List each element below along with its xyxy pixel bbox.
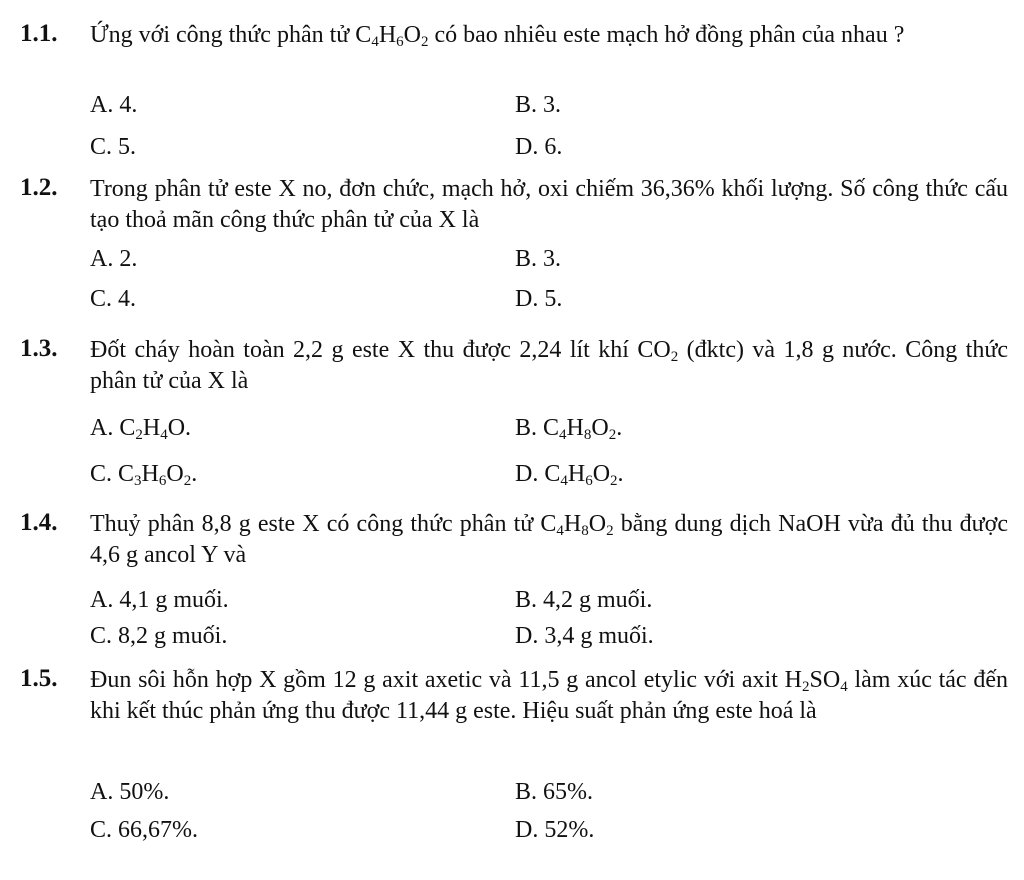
option-c[interactable]: C. 5. <box>90 134 137 160</box>
option-b[interactable]: B. 3. <box>515 246 562 272</box>
question-number: 1.4. <box>20 509 58 536</box>
option-b[interactable]: B. 65%. <box>515 779 593 805</box>
question-stem: Trong phân tử este X no, đơn chức, mạch hở, oxi chiếm 36,36% khối lượng. Số công thức cấu tạo thoả mãn công thức phân tử của X là <box>90 176 1008 233</box>
option-a[interactable]: A. $C_2H_4O$. <box>90 415 192 443</box>
question-stem: Đốt cháy hoàn toàn 2,2 g este X thu được 2,24 lít khí $CO_2$ (đktc) và 1,8 g nước. Công thức phân tử của X là <box>90 337 1008 394</box>
question-stem: Đun sôi hỗn hợp X gồm 12 g axit axetic và 11,5 g ancol etylic với axit $H_2SO_4$ làm xúc tác đến khi kết thúc phản ứng thu được 11,44 g este. Hiệu suất phản ứng este hoá là <box>90 667 1009 724</box>
option-c[interactable]: C. $C_3H_6O_2$. <box>90 461 198 489</box>
option-d[interactable]: D. 6. <box>515 134 563 160</box>
option-c[interactable]: C. 66,67%. <box>90 817 198 843</box>
option-d[interactable]: D. 5. <box>515 286 563 312</box>
option-d[interactable]: D. 52%. <box>515 817 595 843</box>
question-stem: Thuỷ phân 8,8 g este X có công thức phân tử $C_4H_8O_2$ bằng dung dịch NaOH vừa đủ thu được 4,6 g ancol Y và <box>90 511 1008 568</box>
question-number: 1.3. <box>20 335 58 362</box>
question-number: 1.5. <box>20 665 58 692</box>
option-a[interactable]: A. 4,1 g muối. <box>90 587 229 613</box>
option-c[interactable]: C. 4. <box>90 286 137 312</box>
option-b[interactable]: B. $C_4H_8O_2$. <box>515 415 623 443</box>
option-b[interactable]: B. 3. <box>515 92 562 118</box>
option-d[interactable]: D. 3,4 g muối. <box>515 623 654 649</box>
option-a[interactable]: A. 50%. <box>90 779 170 805</box>
option-b[interactable]: B. 4,2 g muối. <box>515 587 653 613</box>
question-stem: Ứng với công thức phân tử $C_4H_6O_2$ có bao nhiêu este mạch hở đồng phân của nhau ? <box>90 22 905 50</box>
question-number: 1.1. <box>20 20 58 47</box>
option-a[interactable]: A. 4. <box>90 92 138 118</box>
question-number: 1.2. <box>20 174 58 201</box>
option-d[interactable]: D. $C_4H_6O_2$. <box>515 461 624 489</box>
option-a[interactable]: A. 2. <box>90 246 138 272</box>
option-c[interactable]: C. 8,2 g muối. <box>90 623 228 649</box>
